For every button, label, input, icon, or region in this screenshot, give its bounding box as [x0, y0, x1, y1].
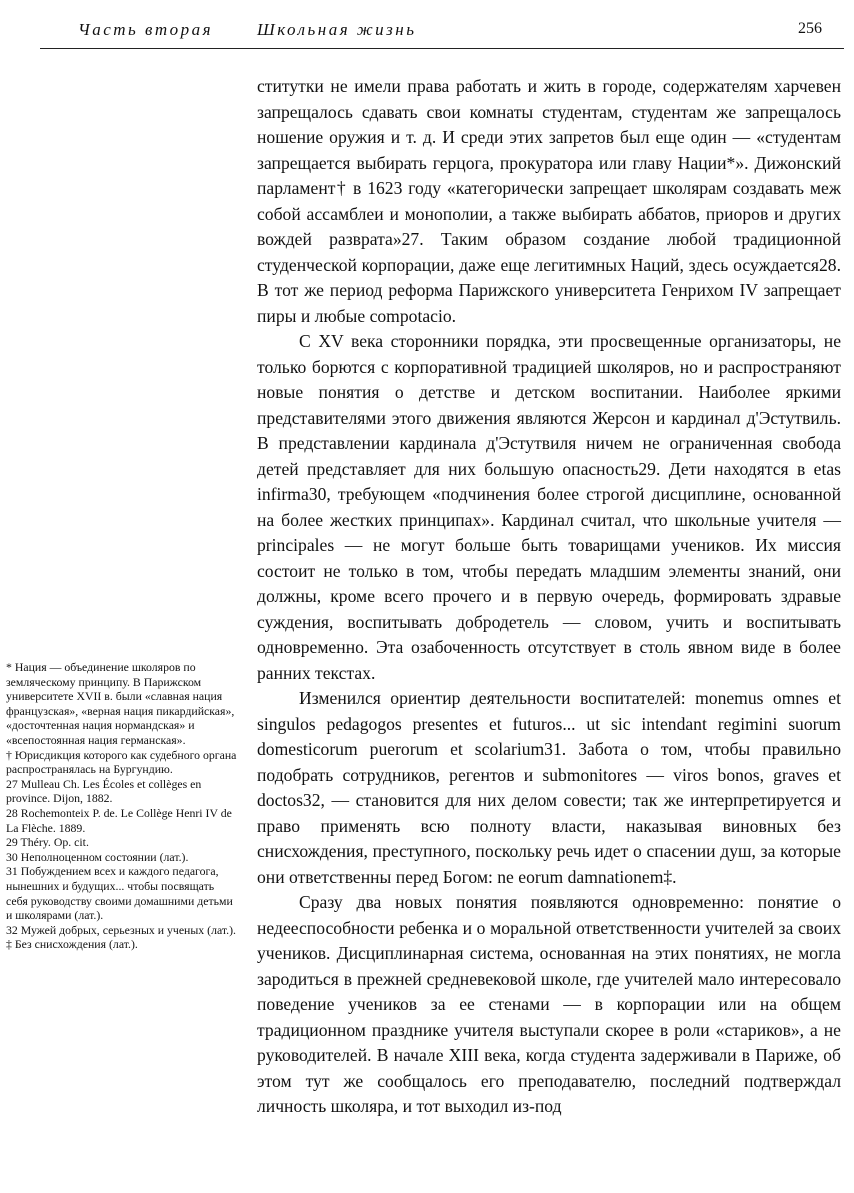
footnotes — [6, 660, 238, 952]
footnote: 31 Побуждением всех и каждого педагога, нынешних и будущих... чтобы посвящать себя руководству своими домашними детьми и школярами (лат.). — [6, 864, 233, 923]
paragraph: Сразу два новых понятия появляются одновременно: понятие о недееспособности ребенка и о моральной ответственности учителей за своих учеников. Дисциплинарная система, основанная на этих понятиях, не могла зародиться в прежней средневековой школе, где учителей мало интересовало поведение учеников за ее стенами — в корпорации или на общем традиционном празднике учителя выступали скорее в роли «стариков», а не руководителей. В начале XIII века, когда студента задерживали в Париже, об этом тут же сообщалось его преподавателю, последний подтверждал личность школяра, и тот выходил из-под — [257, 892, 841, 1116]
footnote: * Нация — объединение школяров по земляческому принципу. В Парижском университете XVII в. были «славная нация французская», «верная нация пикардийская», «досточтенная нация нормандская» и «всепостоянная нация германская». — [6, 660, 235, 747]
paragraph: ститутки не имели права работать и жить в городе, содержателям харчевен запрещалось сдавать свои комнаты студентам, студентам же запрещалось ношение оружия и т. д. И среди этих запретов был еще один — «студентам запрещается выбирать герцога, прокуратора или главу Нации*». Дижонский парламент† в 1623 году «категорически запрещает школярам создавать меж собой ассамблеи и монополии, а также выбирать аббатов, приоров и других вождей разврата»27. Таким образом создание любой традиционной студенческой корпорации, даже еще легитимных Наций, здесь осуждается28. В тот же период реформа Парижского университета Генрихом IV запрещает пиры и любые compotacio. — [257, 76, 841, 326]
running-header — [0, 0, 854, 52]
footnote: 28 Rochemonteix P. de. Le Collège Henri IV de La Flèche. 1889. — [6, 805, 232, 835]
page-number: 256 — [798, 20, 822, 37]
footnote: ‡ Без снисхождения (лат.). — [6, 937, 138, 952]
footnote: 32 Мужей добрых, серьезных и ученых (лат.). — [6, 922, 236, 937]
footnote: † Юрисдикция которого как судебного органа распространялась на Бургундию. — [6, 747, 237, 777]
paragraph: Изменился ориентир деятельности воспитателей: monemus omnes et singulos pedagogos presentes et futuros... ut sic intendant regimini suorum domesticorum puerorum et scolarium31. Забота о том, чтобы правильно подобрать сотрудников, регентов и submonitores — viros bonos, graves et doctos32, — становится для них делом совести; так же интерпретируется и право применять всю полноту власти, наказывая виновных без снисхождения, преступного, поскольку речь идет о спасении душ, за которые они ответственны перед Богом: ne eorum damnationem‡. — [257, 688, 841, 887]
footnote: 27 Mulleau Ch. Les Écoles et collèges en province. Dijon, 1882. — [6, 776, 202, 806]
main-text — [257, 74, 841, 1120]
footnote: 30 Неполноценном состоянии (лат.). — [6, 849, 189, 864]
header-part-title: Часть вторая — [78, 20, 214, 39]
header-chapter-title: Школьная жизнь — [257, 20, 417, 39]
paragraph: С XV века сторонники порядка, эти просвещенные организаторы, не только борются с корпоративной традицией школяров, но и распространяют новые понятия о детстве и детском воспитании. Наиболее яркими представителями этого движения являются Жерсон и кардинал д'Эстутвиль. В представлении кардинала д'Эстутвиля ничем не ограниченная свобода детей представляет для них большую опасность29. Дети находятся в etas infirma30, требующем «подчинения более строгой дисциплине, основанной на более жестких принципах». Кардинал считал, что школьные учителя — principales — не могут больше быть товарищами учеников. Их миссия состоит не только в том, чтобы передать младшим элементы знаний, они должны, кроме всего прочего и в первую очередь, формировать здравые суждения, воспитывать добродетель — словом, учить и воспитывать одновременно. Эта озабоченность отсутствует в столь явном виде в более ранних текстах. — [257, 331, 841, 683]
header-rule — [40, 48, 844, 49]
footnote: 29 Théry. Op. cit. — [6, 835, 89, 850]
